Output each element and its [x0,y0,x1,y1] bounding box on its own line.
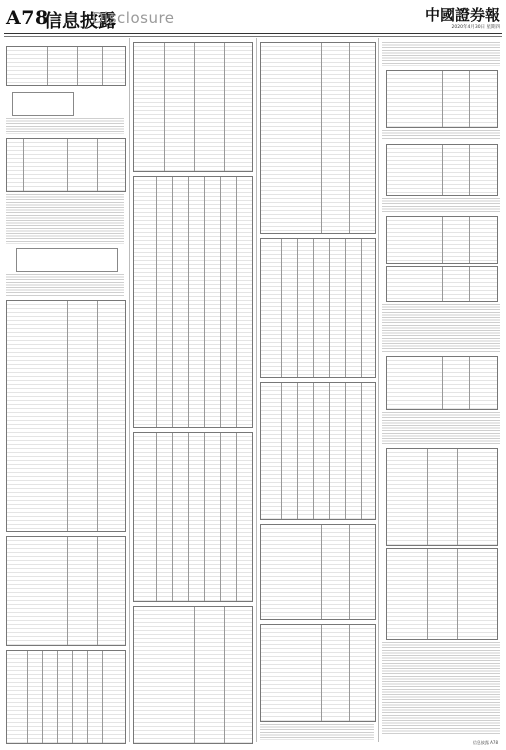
financial-table [386,356,498,410]
financial-table [260,42,376,234]
financial-table [386,70,498,128]
flow-diagram [16,248,118,272]
financial-table [6,46,126,86]
financial-table [386,266,498,302]
financial-table [386,448,498,546]
equity-change-table [6,650,126,744]
financial-table [386,548,498,640]
text-block [6,274,124,296]
equity-change-table [133,432,253,602]
footer-page-code: 信息披露 A78 [472,740,498,745]
equity-change-table [260,382,376,520]
text-block [382,304,500,352]
section-title-english: Disclosure [92,9,175,27]
financial-table [386,216,498,264]
financial-table [133,606,253,744]
financial-table [6,138,126,192]
page-header [0,0,506,34]
text-block [382,198,500,212]
financial-table [386,144,498,196]
financial-table [260,624,376,722]
equity-change-table [133,176,253,428]
text-block [382,412,500,444]
text-block [382,130,500,140]
newspaper-masthead-logo: 中國證券報 [424,6,500,24]
text-block [382,42,500,66]
ownership-structure-diagram [12,92,74,116]
text-block [260,724,374,740]
text-block [6,118,124,134]
balance-sheet-table [6,300,126,532]
text-block [6,194,124,244]
header-rule-thin [4,36,502,37]
text-block [382,642,500,734]
publication-dateline: 2020年4月30日 星期四 [451,25,500,30]
section-title-chinese: 信息披露 [44,11,116,32]
financial-table [133,42,253,172]
financial-table [6,536,126,646]
header-rule [4,33,502,34]
financial-table [260,524,376,620]
equity-change-table [260,238,376,378]
page-number: A78 [6,7,49,29]
